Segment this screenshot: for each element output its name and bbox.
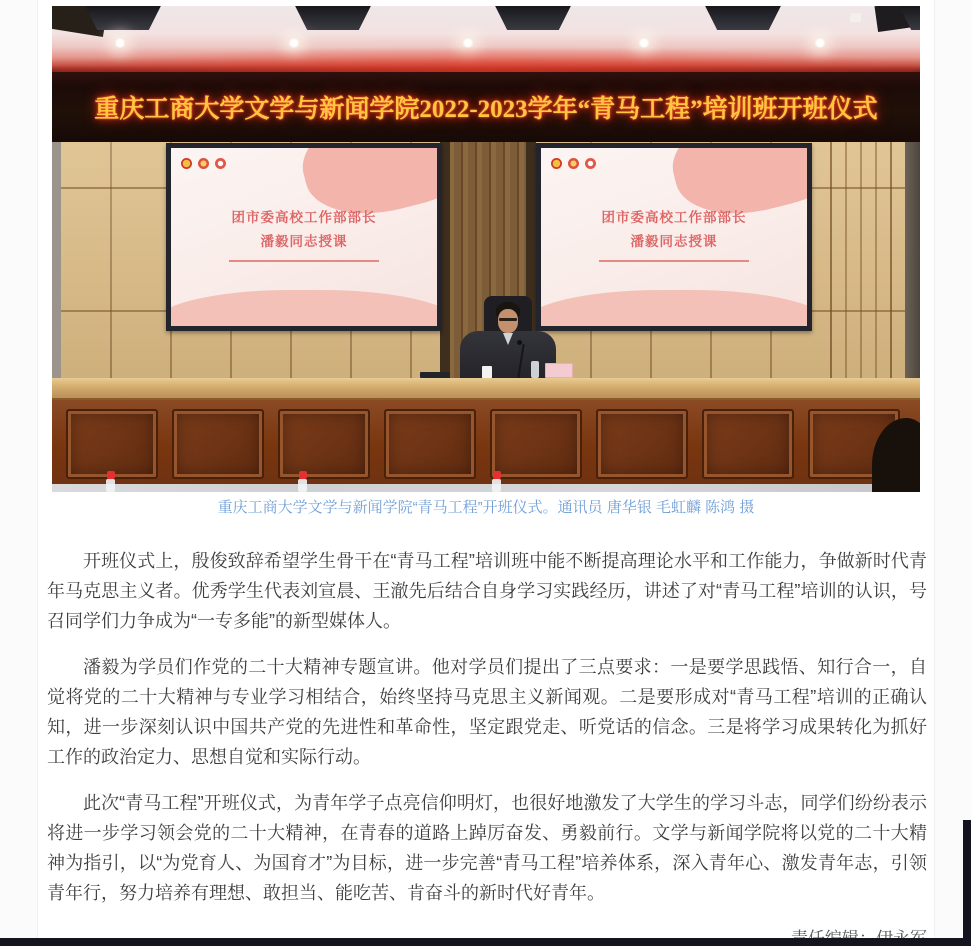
slide-wave [536,290,812,331]
party-emblem-icon [181,158,192,169]
wood-panel [702,409,794,479]
banner-text: 重庆工商大学文学与新闻学院2022-2023学年“青马工程”培训班开班仪式 [94,96,878,123]
photo-left-edge [52,142,61,390]
slide-emblems [551,158,596,169]
wood-panel [596,409,688,479]
slide-text [171,206,437,262]
paragraph: 潘毅为学员们作党的二十大精神专题宣讲。他对学员们提出了三点要求：一是要学思践悟、知行合一，自觉将党的二十大精神与专业学习相结合，始终坚持马克思主义新闻观。二是要形成对“青马工程”培训的正确认知，进一步深刻认识中国共产党的先进性和革命性，坚定跟党走、听党话的信念。三是将学习成果转化为抓好工作的政治定力、思想自觉和实际行动。 [47,657,927,767]
speaker-glasses [499,318,517,321]
projection-screen-right [536,143,812,331]
slide-underline [599,260,749,262]
slide-title-line1: 团市委高校工作部部长 [231,210,377,225]
wood-panel [172,409,264,479]
photo-caption: 重庆工商大学文学与新闻学院“青马工程”开班仪式。通讯员 唐华银 毛虹麟 陈鸿 摄 [217,499,755,516]
speaker-face [498,309,518,333]
water-bottle-desk [531,361,539,378]
audience-table-edge [52,484,920,492]
red-glow [52,38,920,72]
rostrum-desk-top [52,378,920,400]
slide-emblems [181,158,226,169]
slide-title-line2: 潘毅同志授课 [630,234,718,249]
paragraph: 开班仪式上，殷俊致辞希望学生骨干在“青马工程”培训班中能不断提高理论水平和工作能力，争做新时代青年马克思主义者。优秀学生代表刘宣晨、王澈先后结合自身学习实践经历，讲述了对“青马工程”培训的认识，号召同学们力争成为“一专多能”的新型媒体人。 [47,551,927,631]
wall-slats-right [817,142,905,390]
ceiling-speaker [850,13,861,22]
page-right-edge [963,820,971,946]
water-bottle [492,471,501,492]
wood-panel [278,409,370,479]
stage-light [290,6,376,30]
ceiling [52,6,920,72]
stage-light [490,6,576,30]
page-bottom-edge [0,938,971,946]
slide-text [541,206,807,262]
rostrum-front-panels [52,400,920,492]
photo-right-edge [905,142,920,390]
wood-panel [384,409,476,479]
slide-title-line1: 团市委高校工作部部长 [601,210,747,225]
slide-title-line2: 潘毅同志授课 [260,234,348,249]
article-body [47,546,927,908]
slide-wave [166,290,442,331]
slide-underline [229,260,379,262]
youth-league-emblem-icon [198,158,209,169]
name-placard [545,363,573,378]
conference-photo [52,6,920,492]
water-bottle [106,471,115,492]
projection-screen-left [166,143,442,331]
program-logo-icon [585,158,596,169]
youth-league-emblem-icon [568,158,579,169]
party-emblem-icon [551,158,562,169]
wood-panel [66,409,158,479]
stage-light [700,6,786,30]
led-banner [52,72,920,142]
paragraph: 此次“青马工程”开班仪式，为青年学子点亮信仰明灯，也很好地激发了大学生的学习斗志，同学们纷纷表示将进一步学习领会党的二十大精神，在青春的道路上踔厉奋发、勇毅前行。文学与新闻学院将以党的二十大精神为指引，以“为党育人、为国育才”为目标，进一步完善“青马工程”培养体系，深入青年心、激发青年志，引领青年行，努力培养有理想、敢担当、能吃苦、肯奋斗的新时代好青年。 [47,793,927,903]
program-logo-icon [215,158,226,169]
water-bottle [298,471,307,492]
content-card [37,0,935,938]
microphone-head [517,340,522,345]
wood-panel [490,409,582,479]
